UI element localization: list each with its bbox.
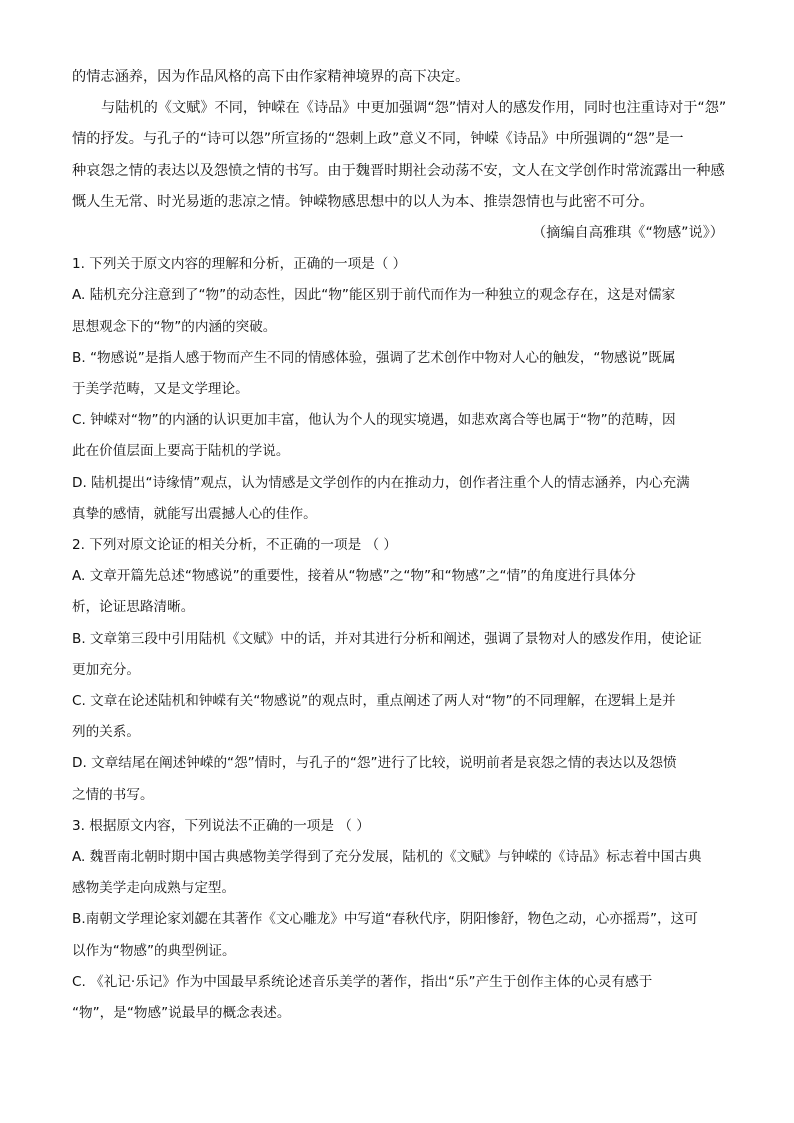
- option-text: 感物美学走向成熟与定型。: [72, 880, 236, 897]
- question-1: 1. 下列关于原文内容的理解和分析，正确的一项是（ ）: [72, 256, 407, 273]
- text-line: 情的抒发。与孔子的“诗可以怨”所宣扬的“怨刺上政”意义不同，钟嵘《诗品》中所强调的“怨”是一: [72, 131, 684, 148]
- option-text: C. 文章在论述陆机和钟嵘有关“物感说”的观点时，重点阐述了两人对“物”的不同理解，在逻辑上是并: [72, 693, 676, 710]
- option-text: 以作为“物感”的典型例证。: [72, 942, 236, 959]
- question-3: 3. 根据原文内容，下列说法不正确的一项是 （ ）: [72, 817, 370, 834]
- option-text: A. 文章开篇先总述“物感说”的重要性，接着从“物感”之“物”和“物感”之“情”的角度进行具体分: [72, 568, 636, 585]
- option-text: B. “物感说”是指人感于物而产生不同的情感体验，强调了艺术创作中物对人心的触发，“物感说”既属: [72, 349, 676, 366]
- text-line: 种哀怨之情的表达以及怨愤之情的书写。由于魏晋时期社会动荡不安，文人在文学创作时常流露出一种感: [72, 162, 725, 179]
- option-text: “物”，是“物感”说最早的概念表述。: [72, 1005, 291, 1022]
- option-text: A. 魏晋南北朝时期中国古典感物美学得到了充分发展，陆机的《文赋》与钟嵘的《诗品》标志着中国古典: [72, 849, 702, 866]
- option-text: D. 文章结尾在阐述钟嵘的“怨”情时，与孔子的“怨”进行了比较，说明前者是哀怨之情的表达以及怨愤: [72, 755, 677, 772]
- option-text: 真挚的感情，就能写出震撼人心的佳作。: [72, 505, 317, 522]
- text-line: 慨人生无常、时光易逝的悲凉之情。钟嵘物感思想中的以人为本、推崇怨情也与此密不可分。: [72, 193, 654, 210]
- option-text: 析，论证思路清晰。: [72, 599, 195, 616]
- option-text: C. 《礼记·乐记》作为中国最早系统论述音乐美学的著作，指出“乐”产生于创作主体的心灵有感于: [72, 973, 653, 990]
- option-text: 思想观念下的“物”的内涵的突破。: [72, 318, 277, 335]
- option-text: D. 陆机提出“诗缘情”观点，认为情感是文学创作的内在推动力，创作者注重个人的情志涵养，内心充满: [72, 474, 690, 491]
- question-2: 2. 下列对原文论证的相关分析，不正确的一项是 （ ）: [72, 537, 397, 554]
- option-text: 于美学范畴，又是文学理论。: [72, 381, 249, 398]
- option-text: B.南朝文学理论家刘勰在其著作《文心雕龙》中写道“春秋代序，阴阳惨舒，物色之动，心亦摇焉”，这可: [72, 911, 698, 928]
- option-text: 之情的书写。: [72, 786, 154, 803]
- text-line: 与陆机的《文赋》不同，钟嵘在《诗品》中更加强调“怨”情对人的感发作用，同时也注重诗对于“怨”: [101, 100, 727, 117]
- document-page: [72, 62, 727, 1029]
- text-line: 的情志涵养，因为作品风格的高下由作家精神境界的高下决定。: [72, 69, 470, 85]
- option-text: C. 钟嵘对“物”的内涵的认识更加丰富，他认为个人的现实境遇，如悲欢离合等也属于“物”的范畴，因: [72, 412, 676, 429]
- option-text: 列的关系。: [72, 724, 140, 741]
- source-citation: （摘编自高雅琪《“物感”说》）: [531, 225, 724, 242]
- option-text: B. 文章第三段中引用陆机《文赋》中的话，并对其进行分析和阐述，强调了景物对人的感发作用，使论证: [72, 630, 702, 647]
- option-text: A. 陆机充分注意到了“物”的动态性，因此“物”能区别于前代而作为一种独立的观念存在，这是对儒家: [72, 287, 676, 304]
- option-text: 此在价值层面上要高于陆机的学说。: [72, 443, 290, 460]
- option-text: 更加充分。: [72, 661, 140, 678]
